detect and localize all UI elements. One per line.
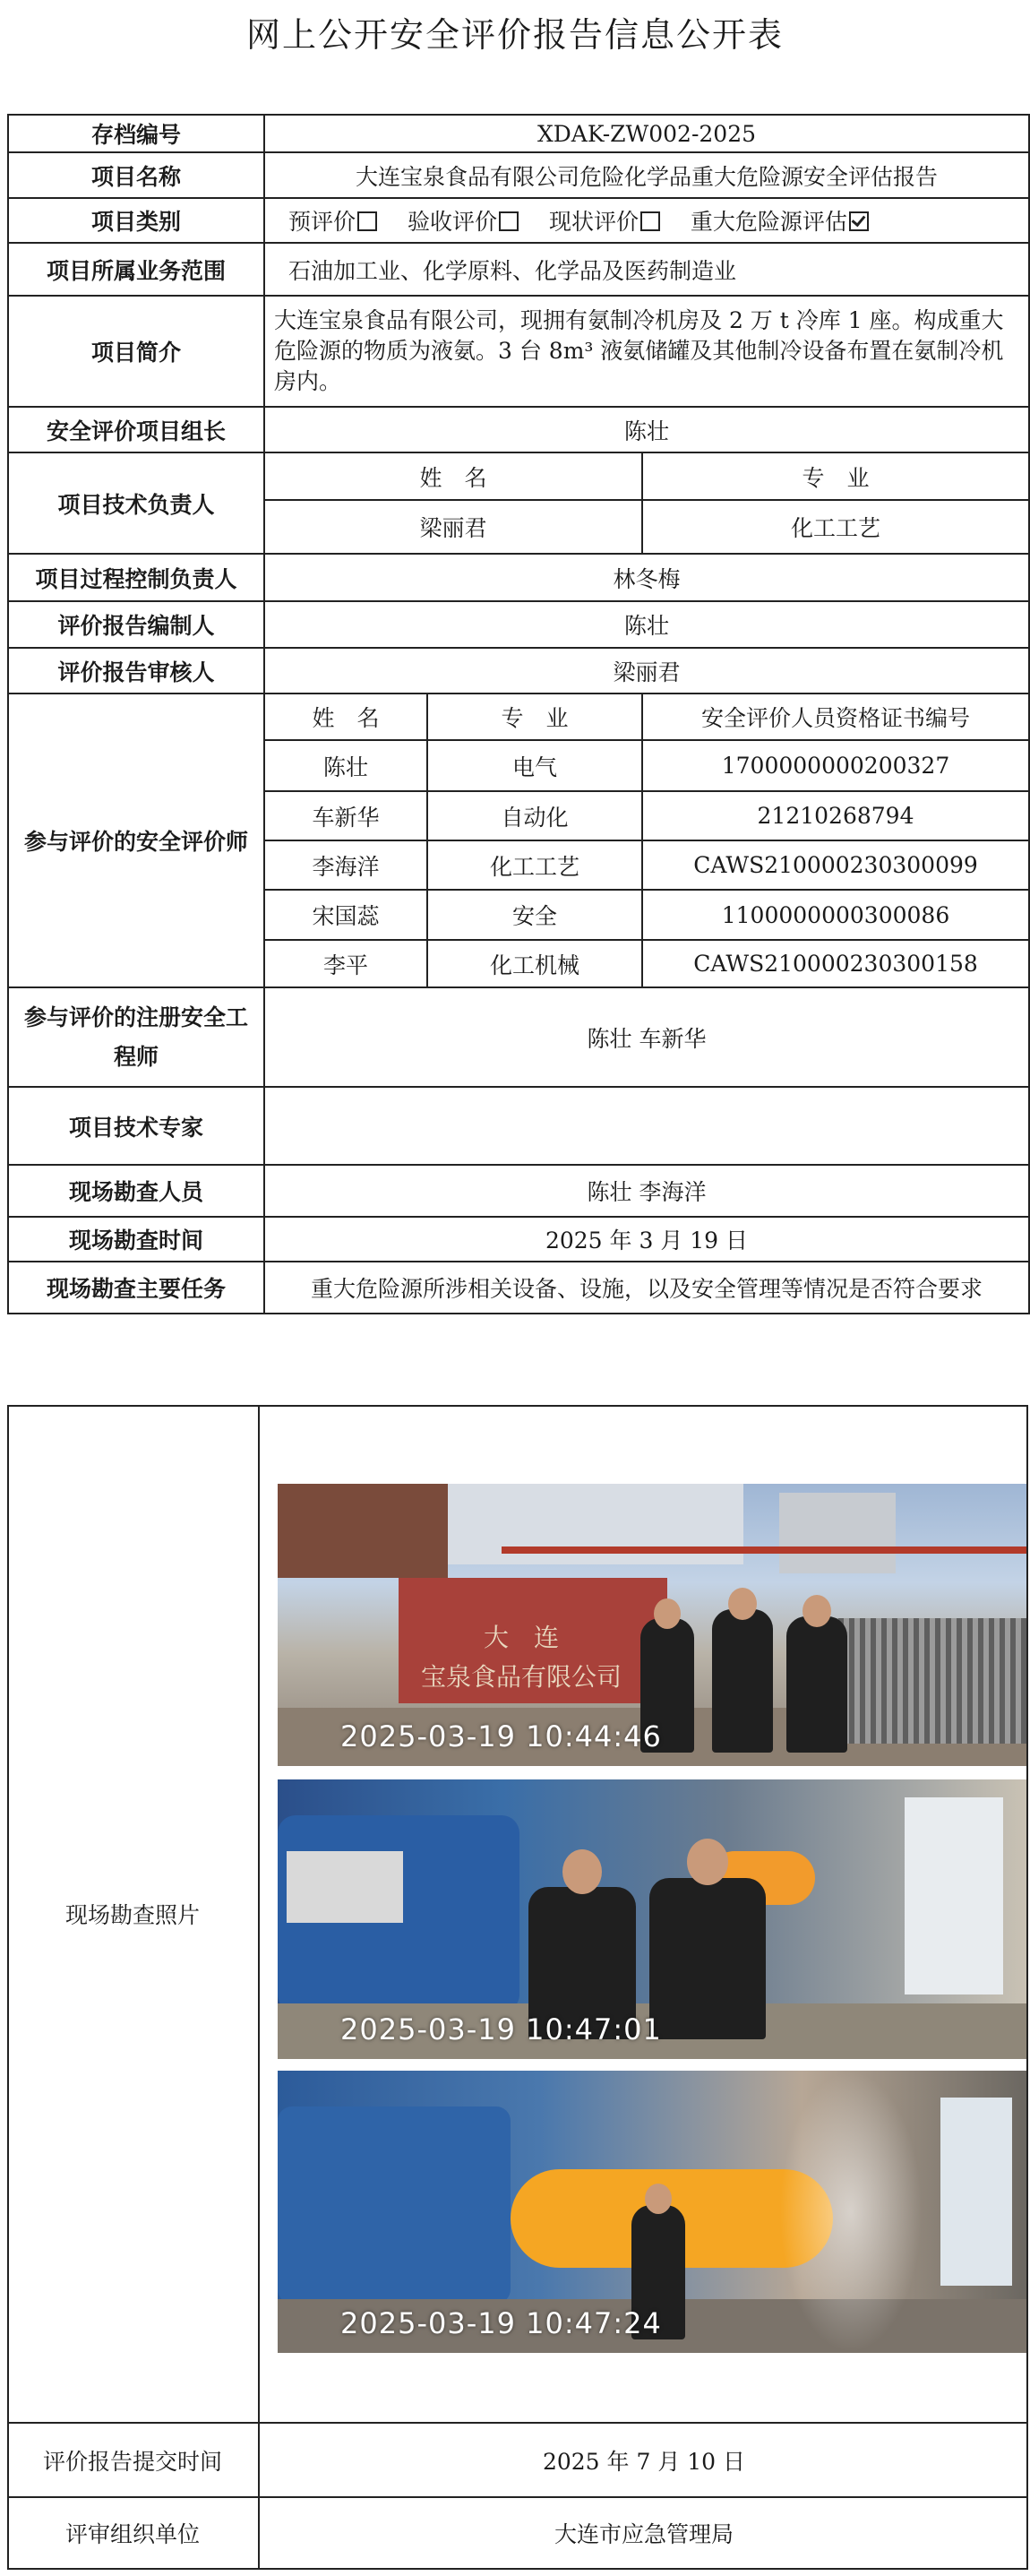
site-time-label: 现场勘查时间 [8,1217,264,1262]
row-report-author [8,601,1029,648]
report-reviewer-value: 梁丽君 [264,648,1029,694]
checkbox-icon[interactable] [499,211,519,231]
evaluator-major: 安全 [427,890,642,940]
registered-engineers-label: 参与评价的注册安全工程师 [8,987,264,1087]
person-head [645,2184,672,2214]
evaluators-col-cert: 安全评价人员资格证书编号 [642,694,1029,740]
person [786,1616,847,1753]
evaluator-cert: CAWS210000230300099 [642,840,1029,890]
process-control-label: 项目过程控制负责人 [8,554,264,601]
evaluator-major: 化工工艺 [427,840,642,890]
archive-no-label: 存档编号 [8,115,264,152]
row-project-category [8,198,1029,243]
person-head [687,1839,728,1885]
evaluator-major: 化工机械 [427,940,642,987]
project-name-value: 大连宝泉食品有限公司危险化学品重大危险源安全评估报告 [264,152,1029,198]
evaluator-cert: 1100000000300086 [642,890,1029,940]
evaluator-cert: 21210268794 [642,791,1029,840]
evaluators-col-name: 姓 名 [264,694,427,740]
tech-expert-value [264,1087,1029,1165]
company-sign-text: 大 连 宝泉食品有限公司 [421,1623,622,1692]
evaluator-name: 宋国蕊 [264,890,427,940]
row-site-time [8,1217,1029,1262]
submit-time-value: 2025 年 7 月 10 日 [542,2449,746,2475]
compressor-unit [278,2106,511,2304]
row-site-staff [8,1165,1029,1217]
evaluator-name: 陈壮 [264,740,427,791]
row-archive-no [8,115,1029,152]
person-head [654,1598,681,1629]
window [905,1797,1003,1994]
category-option-label: 重大危险源评估 [690,209,847,235]
category-option-label: 验收评价 [407,209,497,235]
evaluator-name: 李海洋 [264,840,427,890]
building [779,1493,896,1573]
site-photo-gate [278,1484,1026,1766]
registered-engineers-value: 陈壮 车新华 [264,987,1029,1087]
category-option-acceptance[interactable] [408,204,542,237]
site-photos-label: 现场勘查照片 [64,1902,200,1928]
row-project-name [8,152,1029,198]
control-panel [287,1851,403,1923]
tech-lead-major: 化工工艺 [642,500,1029,554]
review-org-label: 评审组织单位 [64,2521,200,2547]
submit-time-label: 评价报告提交时间 [42,2449,222,2475]
site-time-value: 2025 年 3 月 19 日 [264,1217,1029,1262]
row-report-reviewer [8,648,1029,694]
project-category-label: 项目类别 [8,198,264,243]
tech-lead-label: 项目技术负责人 [8,452,264,554]
evaluator-name: 车新华 [264,791,427,840]
review-org-value: 大连市应急管理局 [554,2521,734,2547]
row-project-intro [8,296,1029,407]
team-leader-label: 安全评价项目组长 [8,407,264,452]
checkbox-checked-icon[interactable] [849,211,869,231]
building [278,1484,448,1578]
site-staff-value: 陈壮 李海洋 [264,1165,1029,1217]
archive-no-value: XDAK-ZW002-2025 [264,115,1029,152]
category-option-major-hazard[interactable] [691,204,892,237]
page-title: 网上公开安全评价报告信息公开表 [245,15,784,55]
row-business-scope [8,243,1029,296]
photo-timestamp: 2025-03-19 10:47:24 [340,2306,662,2340]
row-tech-lead-header [8,452,1029,500]
person-head [562,1849,602,1894]
site-photo-tank-room [278,2071,1026,2353]
tech-lead-name: 梁丽君 [264,500,642,554]
category-option-label: 现状评价 [548,209,639,235]
info-table [7,114,1030,1314]
light-flare [779,2071,923,2353]
project-intro-label: 项目简介 [8,296,264,407]
evaluator-major: 电气 [427,740,642,791]
photo-timestamp: 2025-03-19 10:47:01 [340,2012,662,2046]
business-scope-value: 石油加工业、化学原料、化学品及医药制造业 [264,243,1029,296]
photo-section-divider [7,2422,1028,2424]
photo-timestamp: 2025-03-19 10:44:46 [340,1719,662,1753]
site-task-label: 现场勘查主要任务 [8,1262,264,1314]
evaluator-major: 自动化 [427,791,642,840]
photo-section-divider [7,2496,1028,2498]
category-option-status[interactable] [549,204,683,237]
person-head [728,1588,757,1620]
row-site-task [8,1262,1029,1314]
row-process-control [8,554,1029,601]
category-option-pre[interactable] [288,204,400,237]
row-team-leader [8,407,1029,452]
category-option-label: 预评价 [288,209,356,235]
report-author-label: 评价报告编制人 [8,601,264,648]
project-name-label: 项目名称 [8,152,264,198]
site-photo-machine-room [278,1779,1026,2059]
row-registered-engineers [8,987,1029,1087]
report-reviewer-label: 评价报告审核人 [8,648,264,694]
tech-lead-col-major: 专 业 [642,452,1029,500]
project-intro-value: 大连宝泉食品有限公司，现拥有氨制冷机房及 2 万 t 冷库 1 座。构成重大危险源的物质为液氨。3 台 8m³ 液氨储罐及其他制冷设备布置在氨制冷机房内。 [264,296,1029,407]
person [649,1878,766,2039]
site-task-value: 重大危险源所涉相关设备、设施，以及安全管理等情况是否符合要求 [264,1262,1029,1314]
person-head [803,1595,831,1627]
business-scope-label: 项目所属业务范围 [8,243,264,296]
photo-section [7,1405,1028,2570]
retractable-gate [833,1618,1026,1744]
site-staff-label: 现场勘查人员 [8,1165,264,1217]
person [712,1609,773,1753]
tech-expert-label: 项目技术专家 [8,1087,264,1165]
tech-lead-col-name: 姓 名 [264,452,642,500]
checkbox-icon[interactable] [640,211,660,231]
evaluators-label: 参与评价的安全评价师 [8,694,264,987]
process-control-value: 林冬梅 [264,554,1029,601]
evaluator-cert: 1700000000200327 [642,740,1029,791]
evaluator-cert: CAWS210000230300158 [642,940,1029,987]
pipe [502,1546,1026,1554]
report-author-value: 陈壮 [264,601,1029,648]
project-category-options [264,198,1029,243]
team-leader-value: 陈壮 [264,407,1029,452]
window [940,2098,1012,2286]
evaluator-name: 李平 [264,940,427,987]
evaluators-col-major: 专 业 [427,694,642,740]
row-evaluators-header [8,694,1029,740]
photo-section-divider [258,1405,260,2570]
row-tech-expert [8,1087,1029,1165]
checkbox-icon[interactable] [357,211,377,231]
